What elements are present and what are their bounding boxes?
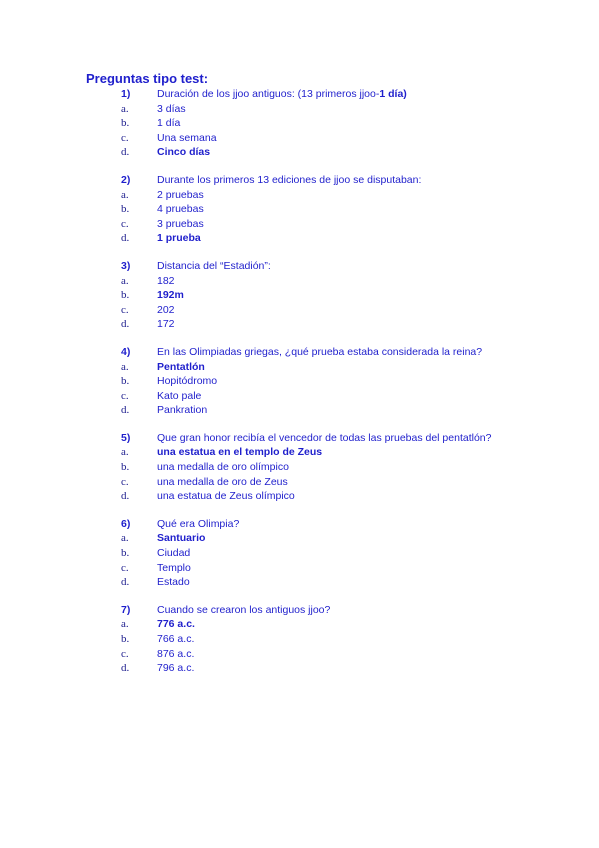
answer-option	[0, 617, 599, 632]
answer-option	[0, 202, 599, 217]
answer-option	[0, 460, 599, 475]
option-text: 2 pruebas	[157, 188, 204, 201]
answer-option	[0, 374, 599, 389]
answer-option	[0, 575, 599, 590]
question-text	[157, 603, 330, 618]
option-text-correct: Pentatlón	[157, 360, 205, 373]
option-text: 796 a.c.	[157, 662, 195, 675]
option-letter: d.	[121, 404, 130, 417]
option-letter: a.	[121, 618, 129, 631]
option-letter: c.	[121, 303, 129, 316]
question-number: 4)	[121, 345, 131, 358]
question-number: 1)	[121, 88, 131, 100]
answer-option	[0, 145, 599, 160]
option-text: Una semana	[157, 131, 217, 144]
question-text	[157, 259, 271, 274]
option-letter: c.	[121, 217, 129, 230]
option-letter: d.	[121, 662, 130, 675]
question-text-plain: Que gran honor recibía el vencedor de todas las pruebas del pentatlón?	[157, 431, 492, 444]
option-letter: c.	[121, 131, 129, 144]
option-text-correct: una estatua en el templo de Zeus	[157, 446, 323, 459]
option-letter: c.	[121, 389, 129, 402]
answer-option	[0, 360, 599, 375]
answer-option	[0, 188, 599, 203]
option-text: Kato pale	[157, 389, 202, 402]
answer-option	[0, 102, 599, 117]
question-row	[0, 603, 599, 618]
option-letter: b.	[121, 289, 130, 302]
option-text: una medalla de oro de Zeus	[157, 475, 288, 488]
option-text: 4 pruebas	[157, 203, 204, 216]
question-text	[157, 517, 239, 532]
answer-option	[0, 303, 599, 318]
quiz-list	[0, 87, 599, 689]
option-text-correct: Santuario	[157, 532, 206, 545]
option-letter: a.	[121, 360, 129, 373]
question-block	[0, 345, 599, 418]
question-text-plain: Durante los primeros 13 ediciones de jjoo se disputaban:	[157, 173, 422, 186]
page-title: Preguntas tipo test:	[86, 71, 209, 86]
question-block	[0, 259, 599, 332]
option-letter: c.	[121, 475, 129, 488]
question-text	[157, 87, 407, 102]
option-letter: d.	[121, 146, 130, 159]
question-row	[0, 259, 599, 274]
answer-option	[0, 389, 599, 404]
option-letter: b.	[121, 203, 130, 216]
question-row	[0, 173, 599, 188]
option-letter: d.	[121, 490, 130, 503]
question-block	[0, 603, 599, 676]
question-text-plain: Cuando se crearon los antiguos jjoo?	[157, 603, 331, 616]
question-text	[157, 173, 421, 188]
question-text-plain: En las Olimpiadas griegas, ¿qué prueba estaba considerada la reina?	[157, 345, 483, 358]
question-block	[0, 87, 599, 160]
question-row	[0, 431, 599, 446]
option-letter: a.	[121, 274, 129, 287]
answer-option	[0, 403, 599, 418]
question-text	[157, 345, 482, 360]
question-number: 5)	[121, 431, 131, 444]
question-block	[0, 173, 599, 246]
option-letter: a.	[121, 102, 129, 115]
option-letter: d.	[121, 576, 130, 589]
question-text	[157, 431, 491, 446]
question-text-plain: Qué era Olimpia?	[157, 517, 240, 530]
question-row	[0, 345, 599, 360]
option-text: 172	[157, 318, 175, 331]
answer-option	[0, 661, 599, 676]
option-letter: c.	[121, 647, 129, 660]
answer-option	[0, 217, 599, 232]
option-text: 1 día	[157, 117, 181, 130]
question-number: 3)	[121, 259, 131, 272]
option-text-correct: 1 prueba	[157, 232, 201, 245]
option-text-correct: 192m	[157, 289, 184, 302]
option-letter: d.	[121, 318, 130, 331]
answer-option	[0, 288, 599, 303]
option-letter: b.	[121, 547, 130, 560]
question-number: 7)	[121, 603, 131, 616]
option-letter: a.	[121, 532, 129, 545]
answer-option	[0, 546, 599, 561]
option-text-correct: Cinco días	[157, 146, 211, 159]
option-letter: a.	[121, 188, 129, 201]
option-letter: d.	[121, 232, 130, 245]
option-text: 3 pruebas	[157, 217, 204, 230]
answer-option	[0, 475, 599, 490]
question-number: 6)	[121, 517, 131, 530]
question-text-emphasis: 1 día)	[379, 88, 407, 100]
answer-option	[0, 274, 599, 289]
answer-option	[0, 489, 599, 504]
answer-option	[0, 231, 599, 246]
option-letter: b.	[121, 633, 130, 645]
option-text: 766 a.c.	[157, 633, 195, 645]
answer-option	[0, 116, 599, 131]
question-block	[0, 517, 599, 590]
answer-option	[0, 647, 599, 662]
answer-option	[0, 445, 599, 460]
option-text: 3 días	[157, 102, 186, 115]
option-text: Pankration	[157, 404, 208, 417]
answer-option	[0, 131, 599, 146]
answer-option	[0, 561, 599, 576]
option-text: 202	[157, 303, 175, 316]
option-text: 182	[157, 274, 175, 287]
option-text-correct: 776 a.c.	[157, 618, 195, 631]
question-block	[0, 431, 599, 504]
option-text: 876 a.c.	[157, 647, 195, 660]
option-text: Ciudad	[157, 547, 191, 560]
option-text: Estado	[157, 576, 190, 589]
question-number: 2)	[121, 173, 131, 186]
answer-option	[0, 632, 599, 647]
option-text: una estatua de Zeus olímpico	[157, 490, 295, 503]
option-text: Templo	[157, 561, 191, 574]
option-letter: b.	[121, 375, 130, 388]
option-letter: b.	[121, 461, 130, 474]
option-text: una medalla de oro olímpico	[157, 461, 289, 474]
question-text-plain: Distancia del “Estadión”:	[157, 259, 271, 272]
question-text-plain: Duración de los jjoo antiguos: (13 primeros jjoo-	[157, 88, 380, 100]
option-text: Hopitódromo	[157, 375, 218, 388]
question-row	[0, 87, 599, 102]
option-letter: c.	[121, 561, 129, 574]
answer-option	[0, 317, 599, 332]
question-row	[0, 517, 599, 532]
option-letter: a.	[121, 446, 129, 459]
answer-option	[0, 531, 599, 546]
option-letter: b.	[121, 117, 130, 130]
